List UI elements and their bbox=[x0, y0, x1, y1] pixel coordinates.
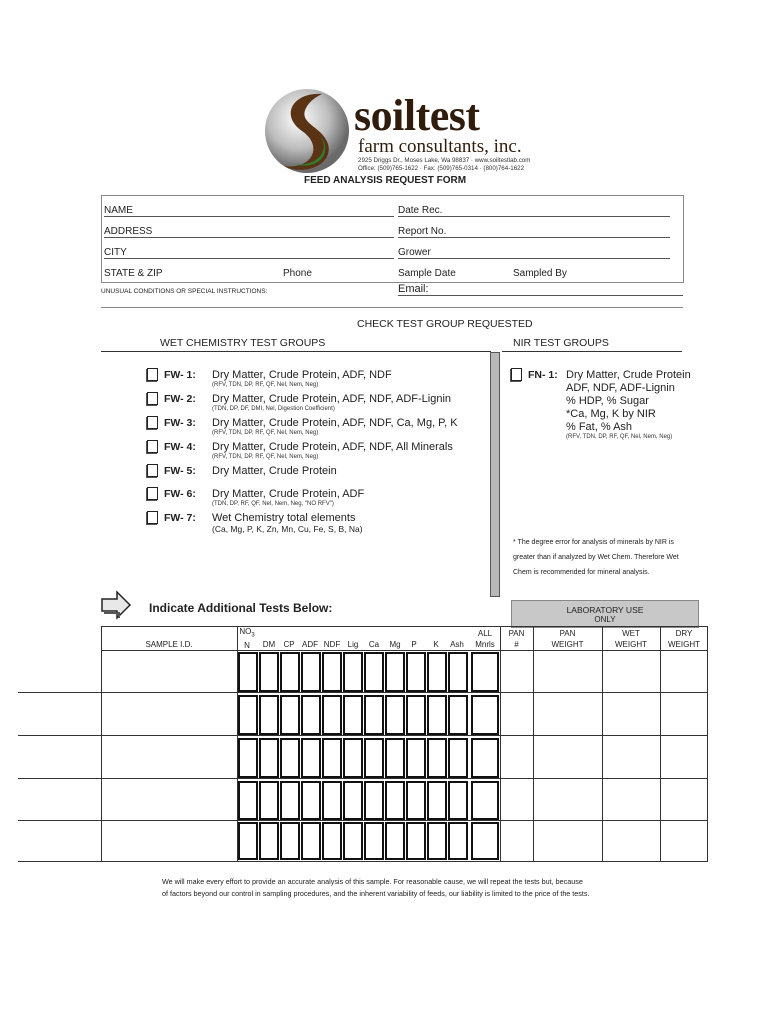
report-no-field[interactable] bbox=[398, 226, 670, 238]
test-checkbox-cell[interactable] bbox=[428, 653, 446, 691]
col-rule bbox=[602, 626, 603, 862]
test-checkbox-cell[interactable] bbox=[449, 696, 467, 734]
wet-weight-header bbox=[602, 628, 660, 650]
sample-date-label[interactable]: Sample Date bbox=[398, 268, 456, 279]
unusual-conditions-label: UNUSUAL CONDITIONS OR SPECIAL INSTRUCTIONS: bbox=[101, 288, 268, 295]
wet-chemistry-heading-text: WET CHEMISTRY TEST GROUPS bbox=[160, 337, 326, 349]
grower-field[interactable] bbox=[398, 247, 670, 259]
logo-address-2: Office: (509)765-1622 · Fax: (509)765-0314 · (800)764-1622 bbox=[358, 165, 525, 172]
wet-chemistry-heading bbox=[101, 337, 491, 352]
ndf-header: NDF bbox=[323, 640, 341, 649]
nir-footnote-1: * The degree error for analysis of minerals by NIR is bbox=[513, 539, 674, 546]
panw-header-b: WEIGHT bbox=[551, 640, 584, 649]
phone-label[interactable]: Phone bbox=[283, 268, 312, 279]
email-label: Email: bbox=[398, 283, 429, 295]
all-header-a: ALL bbox=[477, 629, 493, 638]
email-field[interactable] bbox=[398, 283, 683, 296]
test-checkbox-cell[interactable] bbox=[407, 653, 425, 691]
fw7-checkbox[interactable] bbox=[147, 511, 158, 524]
no3-header bbox=[237, 627, 257, 651]
mg-header: Mg bbox=[389, 640, 401, 649]
test-checkbox-cell[interactable] bbox=[302, 739, 320, 777]
report-no-label: Report No. bbox=[398, 226, 447, 237]
wet-group-row[interactable] bbox=[147, 367, 487, 389]
test-checkbox-cell[interactable] bbox=[449, 823, 467, 859]
test-checkbox-cell[interactable] bbox=[281, 782, 299, 819]
wet-group-row[interactable] bbox=[147, 510, 487, 534]
test-checkbox-cell[interactable] bbox=[365, 782, 383, 819]
test-checkbox-cell[interactable] bbox=[472, 782, 498, 819]
fn1-code: FN- 1: bbox=[528, 369, 558, 381]
arrow-right-icon bbox=[100, 590, 132, 620]
panw-header-a: PAN bbox=[559, 629, 576, 638]
fw7-description: Wet Chemistry total elements bbox=[212, 512, 356, 524]
test-checkbox-cell[interactable] bbox=[344, 739, 362, 777]
city-field[interactable] bbox=[104, 247, 394, 259]
logo-emblem bbox=[262, 86, 352, 176]
test-checkbox-cell[interactable] bbox=[449, 739, 467, 777]
test-checkbox-cell[interactable] bbox=[323, 739, 341, 777]
test-checkbox-cell[interactable] bbox=[344, 653, 362, 691]
fw6-code: FW- 6: bbox=[164, 488, 196, 500]
name-field[interactable] bbox=[104, 205, 394, 217]
fw7-code: FW- 7: bbox=[164, 512, 196, 524]
lab-use-sub: ONLY bbox=[594, 615, 616, 624]
test-checkbox-cell[interactable] bbox=[407, 823, 425, 859]
sampled-by-label[interactable]: Sampled By bbox=[513, 268, 567, 279]
test-cell-grid-svg bbox=[238, 651, 500, 861]
fw3-note: (RFV, TDN, DP, RF, QF, Nel, Nem, Neg) bbox=[212, 430, 319, 436]
instructions-line bbox=[101, 307, 683, 308]
fw5-checkbox[interactable] bbox=[147, 464, 158, 477]
fw3-code: FW- 3: bbox=[164, 417, 196, 429]
test-checkbox-cell[interactable] bbox=[472, 696, 498, 734]
test-checkbox-cell[interactable] bbox=[281, 823, 299, 859]
test-checkbox-cell[interactable] bbox=[428, 739, 446, 777]
nir-footnote-3: Chem is recommended for mineral analysis. bbox=[513, 569, 650, 576]
col-rule bbox=[660, 626, 661, 862]
fw4-checkbox[interactable] bbox=[147, 440, 158, 453]
disclaimer-line-1: We will make every effort to provide an accurate analysis of this sample. For reasonable cause, we will repeat the tests but, because bbox=[162, 877, 583, 886]
test-checkbox-cell[interactable] bbox=[323, 782, 341, 819]
test-checkbox-cell[interactable] bbox=[386, 653, 404, 691]
fw3-description: Dry Matter, Crude Protein, ADF, NDF, Ca, Mg, P, K bbox=[212, 417, 458, 429]
date-rec-field[interactable] bbox=[398, 205, 670, 217]
test-checkbox-cell[interactable] bbox=[302, 823, 320, 859]
test-checkbox-cell[interactable] bbox=[239, 696, 257, 734]
fw1-checkbox[interactable] bbox=[147, 368, 158, 381]
test-checkbox-cell[interactable] bbox=[386, 823, 404, 859]
no3-header-a: NO bbox=[239, 627, 252, 636]
wetw-header-b: WEIGHT bbox=[615, 640, 647, 649]
nir-heading bbox=[502, 337, 682, 352]
fw4-code: FW- 4: bbox=[164, 441, 196, 453]
lab-use-box bbox=[511, 600, 699, 628]
pan-header-a: PAN bbox=[508, 629, 525, 638]
pan-number-header bbox=[500, 628, 533, 650]
fn1-line-1: Dry Matter, Crude Protein bbox=[566, 369, 691, 381]
logo-subtitle: farm consultants, inc. bbox=[358, 136, 522, 157]
fw4-description: Dry Matter, Crude Protein, ADF, NDF, All Minerals bbox=[212, 441, 453, 453]
test-checkbox-cell[interactable] bbox=[323, 653, 341, 691]
test-cell-grid bbox=[238, 651, 500, 861]
dryw-header-b: WEIGHT bbox=[668, 640, 700, 649]
test-checkbox-cell[interactable] bbox=[472, 739, 498, 777]
address-field[interactable] bbox=[104, 226, 394, 238]
fw6-checkbox[interactable] bbox=[147, 487, 158, 500]
wet-group-row[interactable] bbox=[147, 415, 487, 437]
fw2-code: FW- 2: bbox=[164, 393, 196, 405]
fw7-note: (Ca, Mg, P, K, Zn, Mn, Cu, Fe, S, B, Na) bbox=[212, 524, 363, 534]
test-checkbox-cell[interactable] bbox=[260, 653, 278, 691]
fw5-code: FW- 5: bbox=[164, 465, 196, 477]
fn1-line-4: *Ca, Mg, K by NIR bbox=[566, 408, 656, 420]
adf-header: ADF bbox=[302, 640, 318, 649]
test-checkbox-cell[interactable] bbox=[344, 782, 362, 819]
lab-use-title: LABORATORY USE bbox=[566, 605, 644, 615]
no3-header-sub: 3 bbox=[251, 632, 255, 639]
address-label: ADDRESS bbox=[104, 226, 153, 237]
row-rule bbox=[18, 861, 708, 862]
fw5-description: Dry Matter, Crude Protein bbox=[212, 465, 337, 477]
test-checkbox-cell[interactable] bbox=[365, 696, 383, 734]
test-checkbox-cell[interactable] bbox=[260, 739, 278, 777]
company-logo bbox=[262, 86, 532, 176]
all-header-b: Mnrls bbox=[475, 640, 495, 649]
no3-header-b: N bbox=[244, 640, 250, 650]
test-checkbox-cell[interactable] bbox=[260, 696, 278, 734]
fn1-checkbox[interactable] bbox=[511, 368, 522, 381]
k-header: K bbox=[433, 640, 439, 649]
dryw-header-a: DRY bbox=[675, 629, 693, 638]
dm-header: DM bbox=[262, 640, 276, 649]
wet-group-row[interactable] bbox=[147, 439, 487, 461]
check-test-group-heading: CHECK TEST GROUP REQUESTED bbox=[357, 318, 533, 330]
test-checkbox-cell[interactable] bbox=[323, 696, 341, 734]
test-checkbox-cell[interactable] bbox=[449, 653, 467, 691]
fw2-description: Dry Matter, Crude Protein, ADF, NDF, ADF-Lignin bbox=[212, 393, 452, 405]
dry-weight-header bbox=[660, 628, 708, 650]
ash-header: Ash bbox=[450, 640, 464, 649]
test-checkbox-cell[interactable] bbox=[472, 823, 498, 859]
disclaimer-line-2: of factors beyond our control in sampling procedures, and the inherent variability of feeds, our liability is limited to the price of the tests. bbox=[162, 889, 590, 898]
cp-header: CP bbox=[283, 640, 295, 649]
test-checkbox-cell[interactable] bbox=[386, 782, 404, 819]
fw6-note: (TDN, DP, RF, QF, Nel, Nem, Neg, "NO RFV") bbox=[212, 501, 334, 507]
nir-group[interactable] bbox=[511, 367, 691, 447]
fn1-line-2: ADF, NDF, ADF-Lignin bbox=[566, 382, 675, 394]
nir-footnote-2: greater than if analyzed by Wet Chem. Therefore Wet bbox=[513, 554, 679, 561]
test-checkbox-cell[interactable] bbox=[428, 696, 446, 734]
fw3-checkbox[interactable] bbox=[147, 416, 158, 429]
test-checkbox-cell[interactable] bbox=[239, 653, 257, 691]
test-checkbox-cell[interactable] bbox=[344, 696, 362, 734]
col-rule bbox=[500, 626, 501, 862]
fw2-checkbox[interactable] bbox=[147, 392, 158, 405]
fw6-description: Dry Matter, Crude Protein, ADF bbox=[212, 488, 365, 500]
test-checkbox-cell[interactable] bbox=[386, 739, 404, 777]
col-rule bbox=[533, 626, 534, 862]
test-checkbox-cell[interactable] bbox=[281, 696, 299, 734]
grower-label: Grower bbox=[398, 247, 431, 258]
fw2-note: (TDN, DP, DF, DMI, Nel, Digestion Coefficient) bbox=[212, 406, 335, 412]
form-title: FEED ANALYSIS REQUEST FORM bbox=[303, 175, 467, 186]
state-zip-label[interactable]: STATE & ZIP bbox=[104, 268, 163, 279]
test-checkbox-cell[interactable] bbox=[239, 823, 257, 859]
test-checkbox-cell[interactable] bbox=[239, 739, 257, 777]
fn1-line-5: % Fat, % Ash bbox=[566, 421, 633, 433]
test-checkbox-cell[interactable] bbox=[302, 653, 320, 691]
date-rec-label: Date Rec. bbox=[398, 205, 443, 216]
sample-id-header: SAMPLE I.D. bbox=[145, 640, 193, 649]
all-mnrls-header bbox=[471, 628, 499, 650]
test-checkbox-cell[interactable] bbox=[239, 782, 257, 819]
p-header: P bbox=[411, 640, 417, 649]
wet-group-row[interactable] bbox=[147, 486, 487, 508]
test-checkbox-cell[interactable] bbox=[449, 782, 467, 819]
nir-heading-text: NIR TEST GROUPS bbox=[513, 337, 609, 349]
wet-group-row[interactable] bbox=[147, 391, 487, 413]
test-checkbox-cell[interactable] bbox=[365, 823, 383, 859]
test-checkbox-cell[interactable] bbox=[344, 823, 362, 859]
section-divider bbox=[490, 352, 500, 597]
lig-header: Lig bbox=[347, 640, 359, 649]
test-checkbox-cell[interactable] bbox=[407, 739, 425, 777]
fn1-line-3: % HDP, % Sugar bbox=[566, 395, 649, 407]
fw1-description: Dry Matter, Crude Protein, ADF, NDF bbox=[212, 369, 392, 381]
test-checkbox-cell[interactable] bbox=[323, 823, 341, 859]
test-checkbox-cell[interactable] bbox=[428, 782, 446, 819]
test-checkbox-cell[interactable] bbox=[472, 653, 498, 691]
fw1-code: FW- 1: bbox=[164, 369, 196, 381]
test-checkbox-cell[interactable] bbox=[428, 823, 446, 859]
logo-address-1: 2925 Driggs Dr., Moses Lake, Wa 98837 · www.soiltestlab.com bbox=[358, 157, 531, 164]
fw1-note: (RFV, TDN, DP, RF, QF, Nel, Nem, Neg) bbox=[212, 382, 319, 388]
wet-group-row[interactable] bbox=[147, 463, 487, 485]
city-label: CITY bbox=[104, 247, 127, 258]
name-label: NAME bbox=[104, 205, 133, 216]
pan-weight-header bbox=[533, 628, 602, 650]
test-checkbox-cell[interactable] bbox=[365, 739, 383, 777]
test-checkbox-cell[interactable] bbox=[386, 696, 404, 734]
logo-wordmark: soiltest bbox=[354, 91, 480, 140]
test-checkbox-cell[interactable] bbox=[281, 739, 299, 777]
ca-header: Ca bbox=[368, 640, 380, 649]
fw4-note: (RFV, TDN, DP, RF, QF, Nel, Nem, Neg) bbox=[212, 454, 319, 460]
test-checkbox-cell[interactable] bbox=[281, 653, 299, 691]
additional-tests-heading: Indicate Additional Tests Below: bbox=[149, 601, 333, 615]
wetw-header-a: WET bbox=[622, 629, 640, 638]
test-checkbox-cell[interactable] bbox=[302, 782, 320, 819]
test-checkbox-cell[interactable] bbox=[260, 782, 278, 819]
test-checkbox-cell[interactable] bbox=[407, 782, 425, 819]
test-checkbox-cell[interactable] bbox=[365, 653, 383, 691]
test-checkbox-cell[interactable] bbox=[407, 696, 425, 734]
test-checkbox-cell[interactable] bbox=[260, 823, 278, 859]
fn1-note: (RFV, TDN, DP, RF, QF, Nel, Nem, Neg) bbox=[566, 434, 673, 440]
test-checkbox-cell[interactable] bbox=[302, 696, 320, 734]
pan-header-b: # bbox=[514, 640, 519, 649]
